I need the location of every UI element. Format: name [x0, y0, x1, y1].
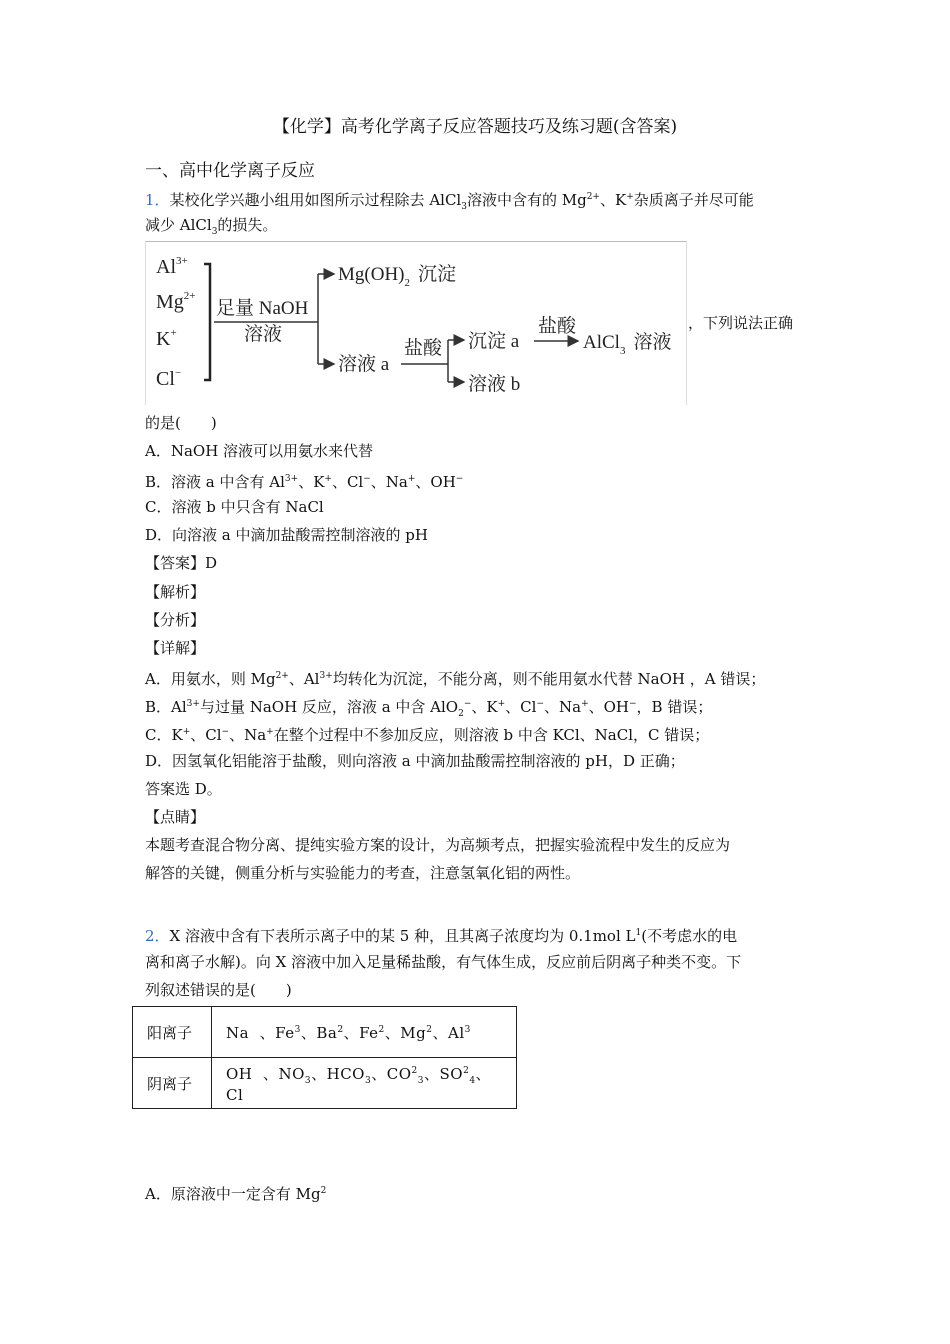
q1-answer: 【答案】D [145, 554, 218, 572]
precipitate-a: 沉淀 a [468, 331, 520, 352]
q1-explain-c: C．K+、Cl−、Na+在整个过程中不参加反应，则溶液 b 中含 KCl、NaCl，C 错误； [145, 726, 710, 744]
q1-stem-line3: 的是( ) [145, 414, 217, 432]
q1-note-line1: 本题考查混合物分离、提纯实验方案的设计，为高频考点，把握实验流程中发生的反应为 [145, 836, 731, 854]
process-flow-diagram [145, 241, 687, 405]
q2-stem-line3: 列叙述错误的是( ) [145, 981, 292, 999]
product-alcl3: AlCl$_3$ 溶液 [583, 332, 672, 357]
q1-explain-d: D．因氢氧化铝能溶于盐酸，则向溶液 a 中滴加盐酸需控制溶液的 pH，D 正确； [145, 752, 685, 770]
q1-fenxi-heading: 【分析】 [145, 611, 206, 629]
ion-al: $Al^{3+}$ [156, 255, 188, 278]
q1-jiexi-heading: 【解析】 [145, 583, 206, 601]
cation-list: Na 、Fe$^3$、Ba$^2$、Fe$^2$、Mg$^2$、Al$^3$ [212, 1007, 517, 1058]
reagent-hcl-1: 盐酸 [404, 338, 443, 359]
q1-stem-line1: 1．某校化学兴趣小组用如图所示过程除去 AlCl$_3$溶液中含有的 $Mg^{2+}$、K+杂质离子并尽可能 [145, 191, 754, 212]
ion-mg: $Mg^{2+}$ [156, 290, 196, 313]
reagent-naoh-solution: 溶液 [244, 324, 283, 345]
q1-option-c: C．溶液 b 中只含有 NaCl [145, 498, 324, 516]
page-title: 【化学】高考化学离子反应答题技巧及练习题(含答案) [272, 117, 678, 137]
q1-dianjing-heading: 【点睛】 [145, 808, 206, 826]
q1-xiangjie-heading: 【详解】 [145, 639, 206, 657]
q1-explain-a: A．用氨水，则 $Mg^{2+}$、$Al^{3+}$均转化为沉淀，不能分离，则不能用氨水代替 NaOH ，A 错误； [145, 670, 766, 688]
q2-option-a: A．原溶液中一定含有 Mg$^2$ [145, 1185, 327, 1203]
q1-stem-line2: 减少 AlCl$_3$的损失。 [145, 216, 278, 237]
q2-stem-line2: 离和离子水解)。向 X 溶液中加入足量稀盐酸，有气体生成，反应前后阴离子种类不变。下 [145, 953, 742, 971]
q1-number: 1． [145, 191, 170, 209]
q1-option-d: D．向溶液 a 中滴加盐酸需控制溶液的 pH [145, 526, 428, 544]
q1-stem-continued: ，下列说法正确 [688, 314, 794, 332]
product-mgoh2: $Mg(OH)_2$ 沉淀 [338, 264, 457, 289]
q1-option-b: B．溶液 a 中含有 $Al^{3+}$、K+、Cl−、Na+、OH− [145, 473, 464, 491]
solution-b: 溶液 b [468, 374, 521, 395]
ion-cl: Cl− [156, 367, 182, 390]
table-row [133, 1007, 517, 1058]
reagent-naoh: 足量 NaOH [216, 298, 309, 319]
bracket [204, 264, 210, 380]
ion-table [132, 1006, 517, 1109]
q2-number: 2． [145, 927, 170, 945]
section-heading: 一、高中化学离子反应 [145, 161, 315, 181]
q1-conclusion: 答案选 D。 [145, 780, 222, 798]
q2-stem-line1: 2．X 溶液中含有下表所示离子中的某 5 种，且其离子浓度均为 0.1mol $L^1$(不考虑水的电 [145, 927, 738, 945]
table-row [133, 1058, 517, 1109]
q1-option-a: A．NaOH 溶液可以用氨水来代替 [145, 442, 374, 460]
cation-header: 阳离子 [133, 1007, 212, 1058]
q1-note-line2: 解答的关键，侧重分析与实验能力的考查，注意氢氧化铝的两性。 [145, 864, 581, 882]
reagent-hcl-2: 盐酸 [538, 316, 577, 337]
solution-a: 溶液 a [338, 354, 390, 375]
ion-k: K+ [156, 327, 177, 350]
anion-header: 阴离子 [133, 1058, 212, 1109]
q1-explain-b: B．$Al^{3+}$与过量 NaOH 反应，溶液 a 中含 AlO$_2$−、K+、Cl−、Na+、OH−，B 错误； [145, 698, 713, 719]
anion-list: OH 、$NO_3$、$HCO_3$、$CO^2_3$、$SO^2_4$、Cl [212, 1058, 517, 1109]
